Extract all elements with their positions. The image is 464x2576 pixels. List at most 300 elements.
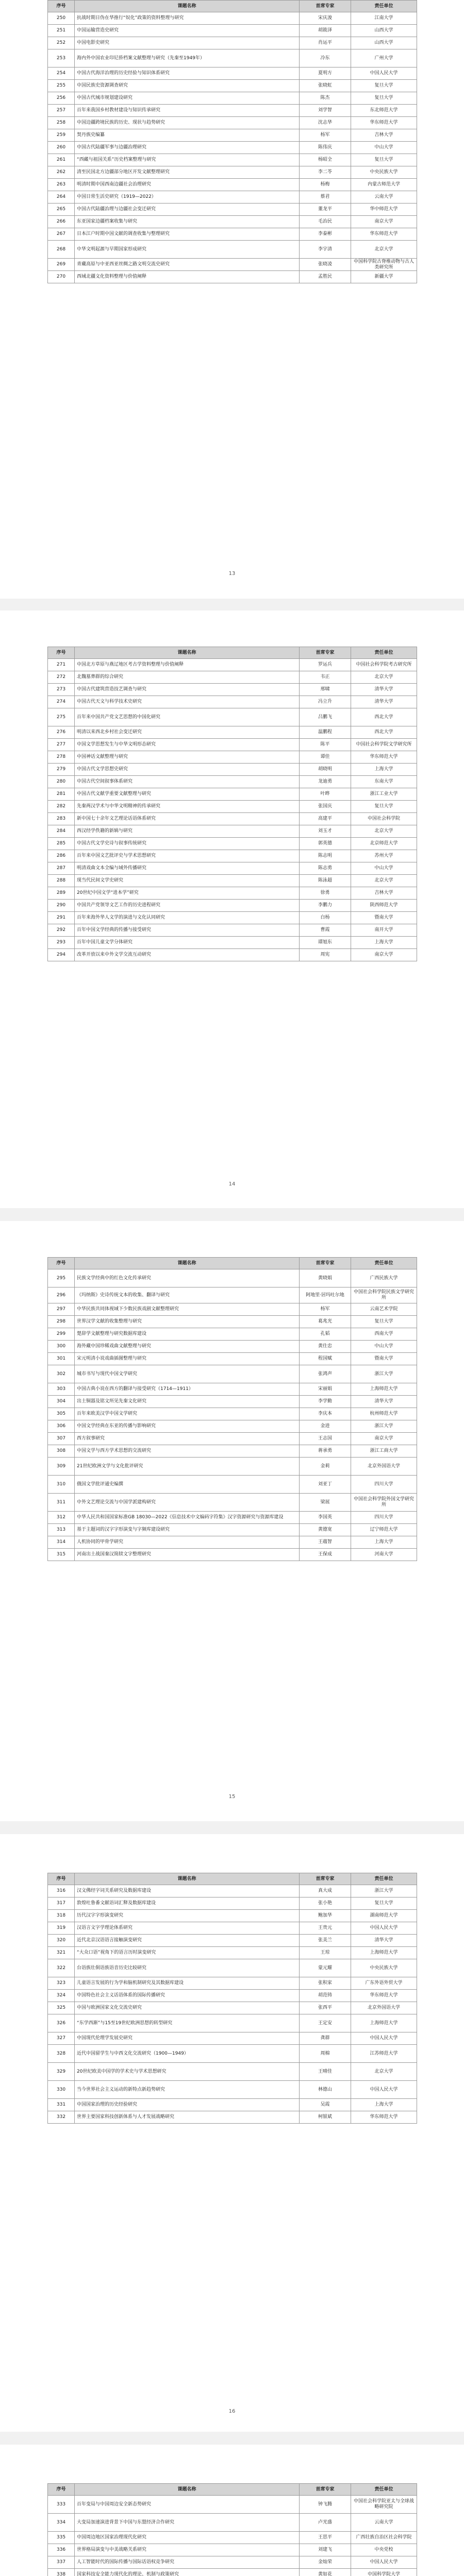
project-title: 百年来我国乡村教材建设与知识传承研究 (75, 105, 300, 117)
row-number: 280 (48, 776, 75, 788)
table-row (48, 2532, 417, 2544)
chief-expert: 柯银斌 (300, 2111, 351, 2124)
responsible-unit: 四川大学 (351, 1476, 417, 1494)
table-row (48, 80, 417, 92)
table-row (48, 105, 417, 117)
project-title: 儿童语言发展的行为学和脑机制研究及其数据库建设 (75, 1977, 300, 1990)
row-number: 338 (48, 2569, 75, 2576)
chief-expert: 张小艳 (300, 1897, 351, 1910)
chief-expert: 韦正 (300, 671, 351, 684)
responsible-unit: 上海师范大学 (351, 1383, 417, 1396)
row-number: 265 (48, 204, 75, 216)
chief-expert: 宋庆浚 (300, 12, 351, 25)
responsible-unit: 复旦大学 (351, 80, 417, 92)
table-row (48, 2111, 417, 2124)
responsible-unit: 中国社会科学院民族文学研究所 (351, 1287, 417, 1303)
responsible-unit: 中山大学 (351, 1341, 417, 1353)
responsible-unit: 中山大学 (351, 862, 417, 875)
column-header: 序号 (48, 1873, 75, 1885)
row-number: 298 (48, 1316, 75, 1328)
column-header: 序号 (48, 1258, 75, 1269)
responsible-unit: 西北大学 (351, 726, 417, 739)
project-title: 大变局加速演进背景下中国与东盟经济合作研究 (75, 2514, 300, 2532)
responsible-unit: 中国社会科学院文学研究所 (351, 739, 417, 751)
table-row (48, 191, 417, 204)
responsible-unit: 广西民族大学 (351, 1269, 417, 1287)
row-number: 328 (48, 2045, 75, 2063)
project-title: 中国特色社会主义话语体系的国际传播研究 (75, 1990, 300, 2002)
chief-expert: 李国英 (300, 1512, 351, 1524)
table-row (48, 2569, 417, 2576)
project-title: 中华文明起源与早期国家形成研究 (75, 241, 300, 259)
project-title: 中华民族共同体视域下少数民族戏剧文献整理研究 (75, 1303, 300, 1316)
project-title: 明清时期中国西南边疆社会治理研究 (75, 179, 300, 191)
row-number: 285 (48, 838, 75, 850)
responsible-unit: 中央党校 (351, 2544, 417, 2556)
table-row (48, 1353, 417, 1365)
column-header: 责任单位 (351, 1873, 417, 1885)
project-title: 出土铜器及铭文所见先秦文化研究 (75, 1396, 300, 1408)
project-table (47, 1873, 417, 2124)
table-row (48, 1549, 417, 1561)
responsible-unit: 北京外国语大学 (351, 1458, 417, 1476)
chief-expert: 鲍加华 (300, 1910, 351, 1922)
row-number: 325 (48, 2002, 75, 2014)
project-title: 汉语言文字学理论体系研究 (75, 1922, 300, 1935)
table-row (48, 1959, 417, 1977)
responsible-unit: 辽宁师范大学 (351, 1524, 417, 1536)
responsible-unit: 南开大学 (351, 924, 417, 937)
row-number: 313 (48, 1524, 75, 1536)
chief-expert: 胡晓明 (300, 764, 351, 776)
table-row (48, 2063, 417, 2081)
column-header: 课题名称 (75, 1, 300, 12)
row-number: 281 (48, 788, 75, 801)
responsible-unit: 复旦大学 (351, 801, 417, 813)
responsible-unit: 云南大学 (351, 191, 417, 204)
row-number: 257 (48, 105, 75, 117)
project-title: 海外藏中国珍稀戏曲文献整理与研究 (75, 1341, 300, 1353)
project-title: 中外文艺理论交流与中国学派建构研究 (75, 1494, 300, 1512)
responsible-unit: 云南大学 (351, 2514, 417, 2532)
row-number: 330 (48, 2081, 75, 2099)
chief-expert: 张晓凌 (300, 259, 351, 271)
chief-expert: 蔡君 (300, 191, 351, 204)
responsible-unit: 吉林大学 (351, 887, 417, 900)
chief-expert: 王志国 (300, 1433, 351, 1445)
row-number: 260 (48, 142, 75, 154)
responsible-unit: 上海大学 (351, 764, 417, 776)
page-number: 13 (228, 571, 236, 577)
project-title: 中国周边地区国家治理现代化研究 (75, 2532, 300, 2544)
table-row (48, 241, 417, 259)
document-page (0, 0, 464, 599)
column-header: 课题名称 (75, 2484, 300, 2496)
project-title: 当今世界社会主义运动的新特点新趋势研究 (75, 2081, 300, 2099)
table-row (48, 764, 417, 776)
row-number: 292 (48, 924, 75, 937)
chief-expert: 张晓虹 (300, 80, 351, 92)
project-title: 西汉经学佚籍的新辑与研究 (75, 825, 300, 838)
project-table (47, 0, 417, 283)
project-title: 百年中国文学经典的传播与接受研究 (75, 924, 300, 937)
responsible-unit: 中山大学 (351, 142, 417, 154)
chief-expert: 黄如花 (300, 2569, 351, 2576)
row-number: 302 (48, 1365, 75, 1383)
row-number: 289 (48, 887, 75, 900)
chief-expert: 林德山 (300, 2081, 351, 2099)
responsible-unit: 中国科学院大学 (351, 2569, 417, 2576)
table-row (48, 850, 417, 862)
table-row (48, 801, 417, 813)
responsible-unit: 复旦大学 (351, 92, 417, 105)
responsible-unit: 上海师范大学 (351, 1947, 417, 1959)
responsible-unit: 清华大学 (351, 696, 417, 708)
table-row (48, 92, 417, 105)
table-row (48, 900, 417, 912)
project-title: 21世纪欧洲文学与文化批评研究 (75, 1458, 300, 1476)
row-number: 262 (48, 166, 75, 179)
responsible-unit: 上海大学 (351, 2099, 417, 2111)
chief-expert: 王晴佳 (300, 2063, 351, 2081)
column-header: 责任单位 (351, 2484, 417, 2496)
table-row (48, 937, 417, 949)
responsible-unit: 浙江大学 (351, 1885, 417, 1897)
chief-expert: 龚群 (300, 2032, 351, 2045)
table-row (48, 1977, 417, 1990)
project-title: 国家科技安全能力现代化的理论、机制与政策研究 (75, 2569, 300, 2576)
responsible-unit: 复旦大学 (351, 1316, 417, 1328)
project-title: 百年来欧美汉学中国文学研究 (75, 1408, 300, 1420)
row-number: 337 (48, 2556, 75, 2569)
chief-expert: 谭佳 (300, 751, 351, 764)
project-title: 中国日常生活史研究（1919—2022） (75, 191, 300, 204)
chief-expert: 王定安 (300, 2014, 351, 2032)
responsible-unit: 暨南大学 (351, 912, 417, 924)
project-title: 中华人民共和国国家标准GB 18030—2022《信息技术中文编码字符集》汉字资源研究与资源库建设 (75, 1512, 300, 1524)
table-row (48, 1536, 417, 1549)
table-row (48, 671, 417, 684)
project-title: 汉文佛经字词关系研究及数据库建设 (75, 1885, 300, 1897)
row-number: 301 (48, 1353, 75, 1365)
project-title: 海内外中国农业印尼侨档案文献整理与研究（先秦至1949年） (75, 49, 300, 67)
document-page (0, 1221, 464, 1821)
chief-expert: 白杨 (300, 912, 351, 924)
responsible-unit: 华东师范大学 (351, 117, 417, 129)
table-row (48, 49, 417, 67)
chief-expert: 金灿荣 (300, 2556, 351, 2569)
project-title: 中国古典小说在西方的翻译与接受研究（1714—1911） (75, 1383, 300, 1396)
chief-expert: 冯立升 (300, 696, 351, 708)
row-number: 273 (48, 684, 75, 696)
chief-expert: 杨昭全 (300, 154, 351, 166)
table-row (48, 924, 417, 937)
chief-expert: 高建平 (300, 813, 351, 825)
project-title: 抗战时期日伪在华推行“奴化”政策的资料整理与研究 (75, 12, 300, 25)
table-row (48, 1341, 417, 1353)
chief-expert: 吴霞 (300, 2099, 351, 2111)
row-number: 259 (48, 129, 75, 142)
chief-expert: 徐勇 (300, 887, 351, 900)
column-header: 首席专家 (300, 2484, 351, 2496)
column-header: 课题名称 (75, 647, 300, 659)
table-row (48, 1433, 417, 1445)
document-page (0, 1834, 464, 2432)
responsible-unit: 中国人民大学 (351, 1922, 417, 1935)
project-title: 敦煌吐鲁番文献语词汇释及数据库建设 (75, 1897, 300, 1910)
column-header: 首席专家 (300, 1258, 351, 1269)
responsible-unit: 陕西师范大学 (351, 900, 417, 912)
row-number: 255 (48, 80, 75, 92)
project-title: 中国现代伦理学发展史研究 (75, 2032, 300, 2045)
responsible-unit: 南京大学 (351, 216, 417, 228)
row-number: 253 (48, 49, 75, 67)
column-header: 课题名称 (75, 1258, 300, 1269)
responsible-unit: 华中师范大学 (351, 204, 417, 216)
document-page (0, 2445, 464, 2576)
project-title: 中国神话文献整理与研究 (75, 751, 300, 764)
table-row (48, 1476, 417, 1494)
responsible-unit: 北京大学 (351, 875, 417, 887)
chief-expert: 张美兰 (300, 1935, 351, 1947)
responsible-unit: 广西壮族自治区社会科学院 (351, 2532, 417, 2544)
project-title: 西方叙事研究 (75, 1433, 300, 1445)
column-header: 序号 (48, 2484, 75, 2496)
row-number: 320 (48, 1935, 75, 1947)
row-number: 319 (48, 1922, 75, 1935)
table-row (48, 875, 417, 887)
project-title: 中国共产党领导文艺工作的历史进程研究 (75, 900, 300, 912)
project-title: 北魏墓葬群的综合研究 (75, 671, 300, 684)
chief-expert: 沈志华 (300, 117, 351, 129)
row-number: 334 (48, 2514, 75, 2532)
project-title: 中国文学思想发生与中华文明形态研究 (75, 739, 300, 751)
project-title: 西域北疆文化资料整理与价值阐释 (75, 271, 300, 283)
chief-expert: 张积家 (300, 1977, 351, 1990)
chief-expert: 金莉 (300, 1458, 351, 1476)
project-title: 日本江户时期中国文献的调查收集与整理研究 (75, 228, 300, 241)
row-number: 267 (48, 228, 75, 241)
row-number: 294 (48, 949, 75, 961)
table-row (48, 1287, 417, 1303)
row-number: 250 (48, 12, 75, 25)
responsible-unit: 南京大学 (351, 949, 417, 961)
project-title: 百年变局与中国周边安全新态势研究 (75, 2496, 300, 2514)
project-title: 中国电影史研究 (75, 37, 300, 49)
table-row (48, 1910, 417, 1922)
project-title: 中国古代陆疆治理与边疆社会变迁研究 (75, 204, 300, 216)
row-number: 275 (48, 708, 75, 726)
row-number: 303 (48, 1383, 75, 1396)
responsible-unit: 江苏师范大学 (351, 2045, 417, 2063)
project-title: 楚辞学文献整理与研究数据库建设 (75, 1328, 300, 1341)
row-number: 264 (48, 191, 75, 204)
responsible-unit: 中国社会科学院外国文学研究所 (351, 1494, 417, 1512)
column-header: 序号 (48, 1, 75, 12)
responsible-unit: 云南艺术学院 (351, 1303, 417, 1316)
responsible-unit: 吉林大学 (351, 129, 417, 142)
row-number: 291 (48, 912, 75, 924)
row-number: 261 (48, 154, 75, 166)
table-row (48, 2099, 417, 2111)
table-row (48, 259, 417, 271)
column-header: 序号 (48, 647, 75, 659)
responsible-unit: 上海大学 (351, 937, 417, 949)
row-number: 251 (48, 25, 75, 37)
chief-expert: 杨军 (300, 129, 351, 142)
chief-expert: 孟胜民 (300, 271, 351, 283)
table-row (48, 12, 417, 25)
chief-expert: 胡筱泽 (300, 25, 351, 37)
project-title: 中国古代城市规划建设研究 (75, 92, 300, 105)
chief-expert: 张国庆 (300, 801, 351, 813)
responsible-unit: 西北大学 (351, 708, 417, 726)
project-title: 世界主要国家科技创新体系与人才发展战略研究 (75, 2111, 300, 2124)
row-number: 288 (48, 875, 75, 887)
table-row (48, 271, 417, 283)
table-row (48, 862, 417, 875)
chief-expert: 冷东 (300, 49, 351, 67)
row-number: 311 (48, 1494, 75, 1512)
project-table (47, 2483, 417, 2576)
row-number: 305 (48, 1408, 75, 1420)
responsible-unit: 清华大学 (351, 1935, 417, 1947)
chief-expert: 陈志勇 (300, 862, 351, 875)
project-title: 基于主题词的汉字字形演变与字频库建设研究 (75, 1524, 300, 1536)
row-number: 331 (48, 2099, 75, 2111)
responsible-unit: 上海师范大学 (351, 2014, 417, 2032)
table-row (48, 129, 417, 142)
project-title: 近代北京汉语语言接触演变研究 (75, 1935, 300, 1947)
row-number: 254 (48, 67, 75, 80)
table-row (48, 2032, 417, 2045)
chief-expert: 董龙平 (300, 204, 351, 216)
document-page (0, 611, 464, 1208)
project-title: 民族文学经典中的红色文化传承研究 (75, 1269, 300, 1287)
project-title: 中国文学经典在东亚的传播与影响研究 (75, 1420, 300, 1433)
table-row (48, 179, 417, 191)
chief-expert: 张鸿声 (300, 1365, 351, 1383)
responsible-unit: 浙江工业大学 (351, 788, 417, 801)
project-title: 中国古代文学思想史研究 (75, 764, 300, 776)
table-row (48, 154, 417, 166)
table-row (48, 1408, 417, 1420)
row-number: 336 (48, 2544, 75, 2556)
project-title: 人工智能时代的国际传播与国际话语权竞争研究 (75, 2556, 300, 2569)
chief-expert: 谭旭东 (300, 937, 351, 949)
responsible-unit: 苏州大学 (351, 850, 417, 862)
chief-expert: 杨军 (300, 1303, 351, 1316)
row-number: 268 (48, 241, 75, 259)
chief-expert: 温鹏程 (300, 726, 351, 739)
project-title: 《玛纳斯》史诗传统文本的收集、翻译与研究 (75, 1287, 300, 1303)
table-row (48, 949, 417, 961)
chief-expert: 胡范铸 (300, 1990, 351, 2002)
responsible-unit: 北京大学 (351, 241, 417, 259)
row-number: 290 (48, 900, 75, 912)
row-number: 276 (48, 726, 75, 739)
row-number: 321 (48, 1947, 75, 1959)
row-number: 307 (48, 1433, 75, 1445)
responsible-unit: 北京外国语大学 (351, 2002, 417, 2014)
responsible-unit: 山西大学 (351, 25, 417, 37)
project-title: 俄国文学批评通史编撰 (75, 1476, 300, 1494)
chief-expert: 真大成 (300, 1885, 351, 1897)
chief-expert: 阿地里·居玛吐尔地 (300, 1287, 351, 1303)
chief-expert: 陈平 (300, 739, 351, 751)
responsible-unit: 广州大学 (351, 49, 417, 67)
row-number: 308 (48, 1445, 75, 1458)
chief-expert: 李二苓 (300, 166, 351, 179)
chief-expert: 李庆本 (300, 1408, 351, 1420)
row-number: 270 (48, 271, 75, 283)
row-number: 300 (48, 1341, 75, 1353)
table-row (48, 1935, 417, 1947)
table-row (48, 1316, 417, 1328)
row-number: 317 (48, 1897, 75, 1910)
project-title: 历代汉字字形演变研究 (75, 1910, 300, 1922)
row-number: 335 (48, 2532, 75, 2544)
chief-expert: 刘玉才 (300, 825, 351, 838)
row-number: 327 (48, 2032, 75, 2045)
page-number: 16 (228, 2409, 236, 2414)
project-title: 百年来海外华人文学的演进与文化认同研究 (75, 912, 300, 924)
chief-expert: 毛治民 (300, 216, 351, 228)
responsible-unit: 中央民族大学 (351, 1959, 417, 1977)
page-number: 15 (228, 1794, 236, 1800)
table-row (48, 2045, 417, 2063)
responsible-unit: 华东师范大学 (351, 1990, 417, 2002)
project-title: 中国古代陆疆军事与边疆治理研究 (75, 142, 300, 154)
responsible-unit: 东南大学 (351, 776, 417, 788)
responsible-unit: 北京大学 (351, 825, 417, 838)
chief-expert: 吕鹏飞 (300, 708, 351, 726)
responsible-unit: 清华大学 (351, 684, 417, 696)
responsible-unit: 杭州师范大学 (351, 1408, 417, 1420)
table-row (48, 1922, 417, 1935)
responsible-unit: 中国社会科学院考古研究所 (351, 659, 417, 671)
chief-expert: 郭英德 (300, 838, 351, 850)
row-number: 296 (48, 1287, 75, 1303)
table-row (48, 1947, 417, 1959)
chief-expert: 蒙元耀 (300, 1959, 351, 1977)
table-row (48, 1524, 417, 1536)
row-number: 293 (48, 937, 75, 949)
responsible-unit: 复旦大学 (351, 154, 417, 166)
row-number: 252 (48, 37, 75, 49)
project-title: 改革开放以来中外文学交流互动研究 (75, 949, 300, 961)
row-number: 269 (48, 259, 75, 271)
table-row (48, 813, 417, 825)
responsible-unit: 西南大学 (351, 1328, 417, 1341)
table-row (48, 2514, 417, 2532)
chief-expert: 卢光盛 (300, 2514, 351, 2532)
responsible-unit: 浙江大学 (351, 1420, 417, 1433)
responsible-unit: 中央民族大学 (351, 166, 417, 179)
chief-expert: 龙迪勇 (300, 776, 351, 788)
project-title: 先秦两汉学术与中华文明精神的传承研究 (75, 801, 300, 813)
project-title: 宋元明清小说戏曲插图整理与研究 (75, 1353, 300, 1365)
chief-expert: 陈志明 (300, 850, 351, 862)
row-number: 324 (48, 1990, 75, 2002)
responsible-unit: 浙江大学 (351, 1365, 417, 1383)
chief-expert: 梁展 (300, 1494, 351, 1512)
project-title: 中国古代建筑营造技艺调查与研究 (75, 684, 300, 696)
chief-expert: 周棉 (300, 2045, 351, 2063)
project-title: 中国国家治理的历史经验研究 (75, 2099, 300, 2111)
row-number: 274 (48, 696, 75, 708)
project-title: “东学西渐”与15至19世纪欧洲思想的转型研究 (75, 2014, 300, 2032)
